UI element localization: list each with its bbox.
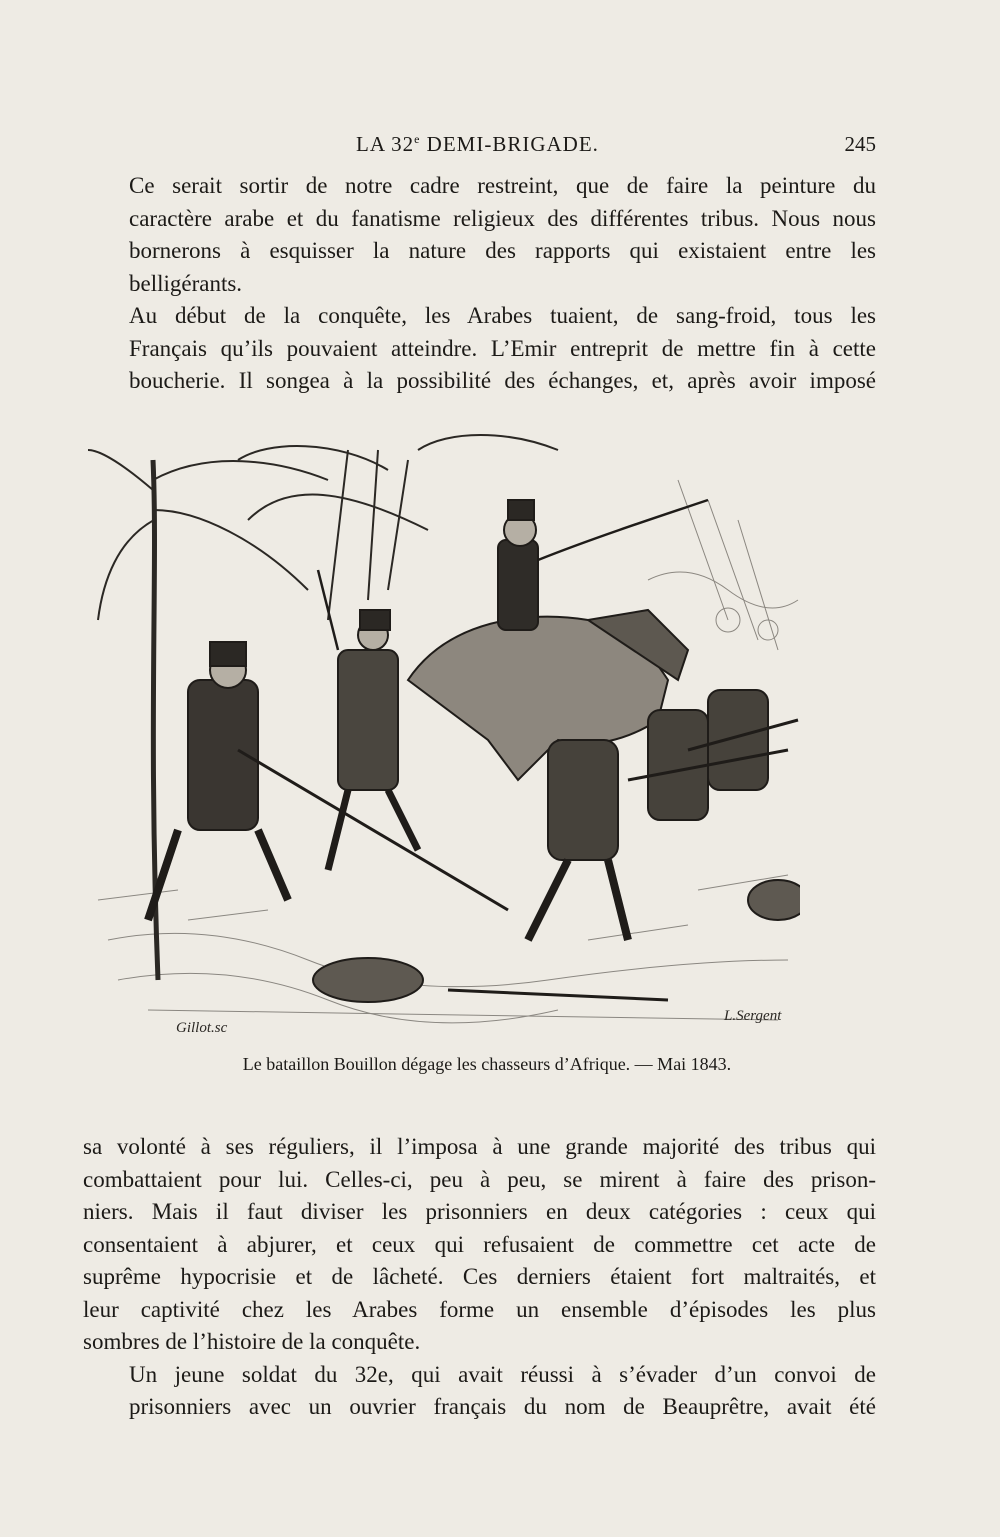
- text-line: caractère arabe et du fanatisme religieux des différentes tribus. Nous nous: [129, 205, 876, 231]
- text-block-top: [83, 170, 876, 398]
- paragraph: [83, 300, 876, 398]
- caption-text: Le bataillon Bouillon dégage les chasseurs d’Afrique. — Mai 1843.: [242, 1054, 732, 1074]
- text-line: niers. Mais il faut diviser les prisonniers en deux catégories : ceux qui: [83, 1199, 876, 1224]
- text-line: bornerons à esquisser la nature des rapports qui existaient entre les: [129, 238, 876, 263]
- text-block-bottom: [83, 1131, 876, 1424]
- engraver-signature: Gillot.sc: [176, 1020, 228, 1036]
- text-line: Français qu’ils pouvaient atteindre. L’Emir entreprit de mettre fin à cette: [129, 335, 876, 361]
- running-title-main: LA 32: [356, 132, 415, 156]
- running-title: [356, 132, 599, 157]
- text-line: consentaient à abjurer, et ceux qui refusaient de commettre cet acte de: [83, 1231, 876, 1257]
- artist-signature: L.Sergent: [724, 1008, 782, 1024]
- background-troops: [648, 480, 798, 650]
- text-line: combattaient pour lui. Celles-ci, peu à peu, se mirent à faire des prison-: [83, 1166, 876, 1192]
- infantry-officer: [318, 570, 418, 870]
- engraving-illustration: [88, 420, 800, 1050]
- text-line: suprême hypocrisie et de lâcheté. Ces derniers étaient fort maltraités, et: [83, 1264, 876, 1289]
- paragraph: [83, 1359, 876, 1424]
- battle-scene-engraving: [88, 420, 800, 1050]
- text-line: Au début de la conquête, les Arabes tuaient, de sang-froid, tous les: [129, 303, 876, 328]
- text-line: Ce serait sortir de notre cadre restreint, que de faire la peinture du: [129, 173, 876, 198]
- paragraph: [83, 170, 876, 300]
- running-header: [0, 128, 1000, 162]
- text-line: sa volonté à ses réguliers, il l’imposa à une grande majorité des tribus qui: [83, 1134, 876, 1159]
- fallen-soldiers: [313, 880, 800, 1002]
- ground-hatching: [98, 875, 788, 1023]
- running-title-superscript: e: [414, 132, 421, 146]
- paragraph: [83, 1131, 876, 1359]
- page-number: 245: [844, 132, 876, 156]
- text-line: boucherie. Il songea à la possibilité des échanges, et, après avoir imposé: [129, 368, 876, 393]
- text-line: prisonniers avec un ouvrier français du nom de Beauprêtre, avait été: [129, 1394, 876, 1419]
- running-title-rest: DEMI-BRIGADE.: [420, 132, 599, 156]
- figure-caption: [0, 1054, 1000, 1075]
- text-line: Un jeune soldat du 32e, qui avait réussi à s’évader d’un convoi de: [129, 1361, 876, 1387]
- text-line: leur captivité chez les Arabes forme un ensemble d’épisodes les plus: [83, 1296, 876, 1322]
- text-line: belligérants.: [129, 270, 243, 296]
- text-line: sombres de l’histoire de la conquête.: [83, 1329, 421, 1354]
